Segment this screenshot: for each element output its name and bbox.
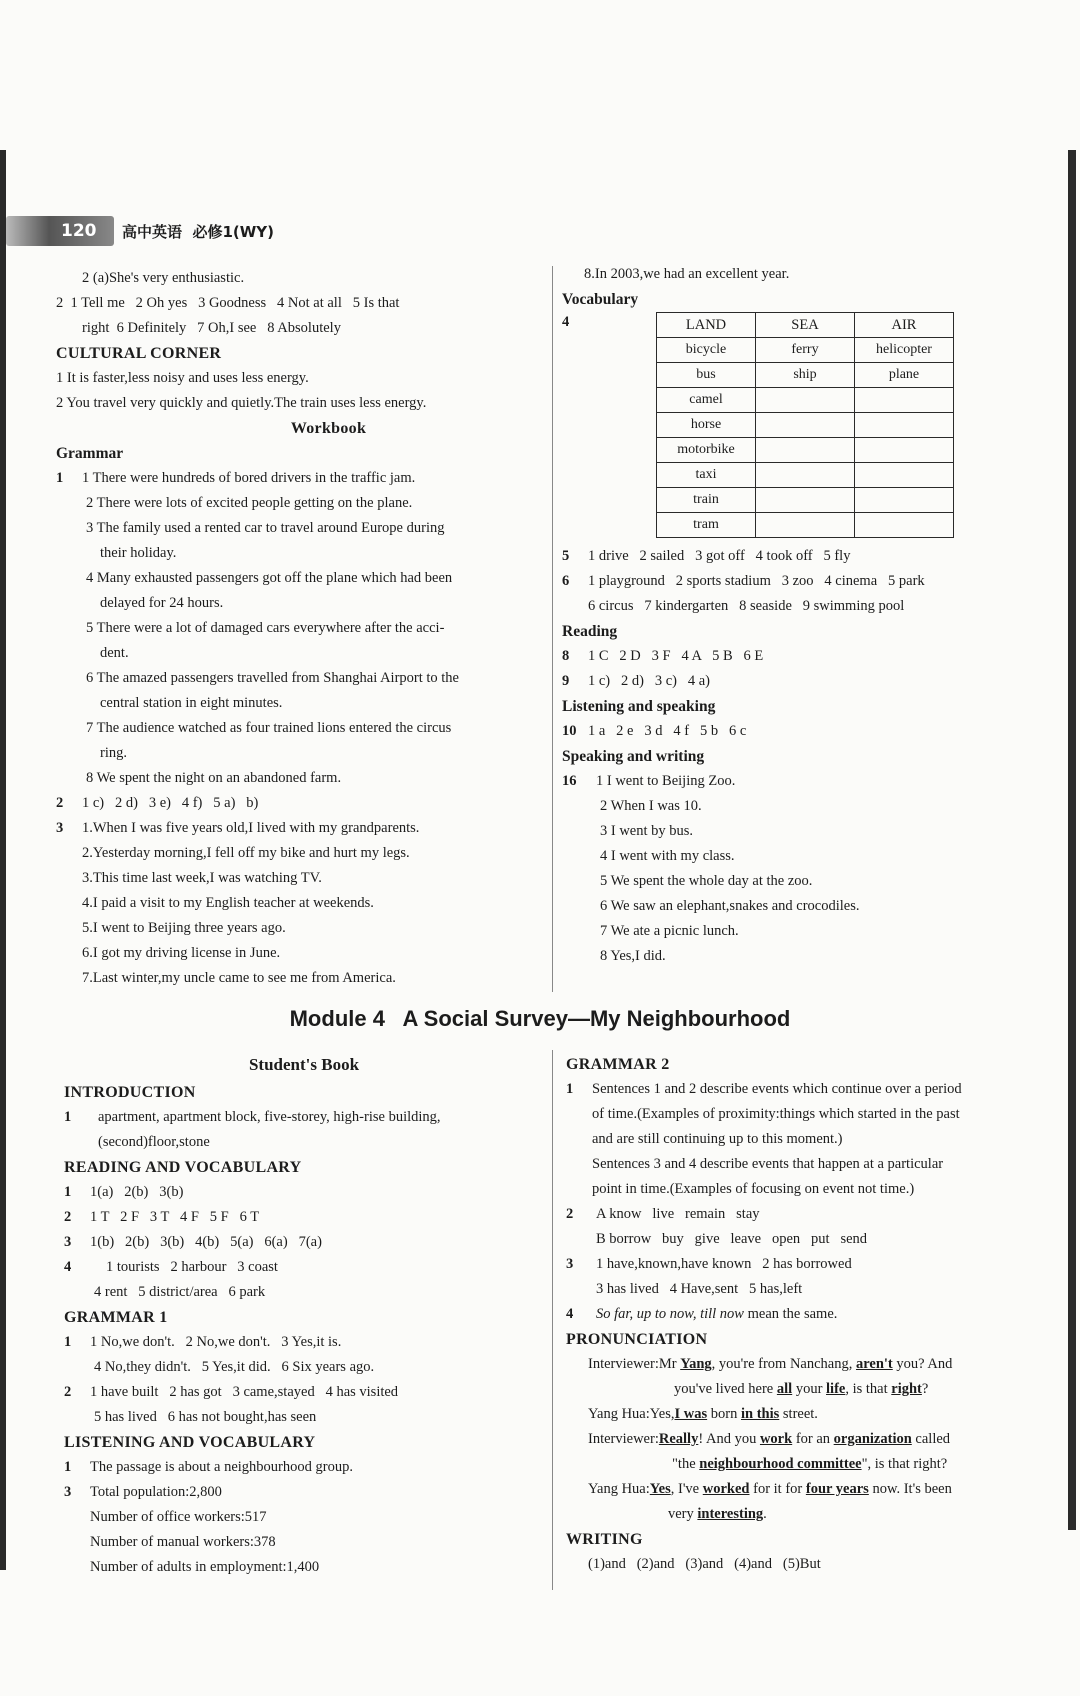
item-number: 9 [562,673,570,689]
right-edge-shadow [1068,150,1076,1530]
line: B borrow buy give leave open put send [596,1231,868,1247]
line: Sentences 1 and 2 describe events which continue over a period [592,1081,962,1097]
line: 1 C 2 D 3 F 4 A 5 B 6 E [588,648,764,664]
line: 1 playground 2 sports stadium 3 zoo 4 cinema 5 park [588,573,925,589]
line: (1)and (2)and (3)and (4)and (5)But [588,1556,821,1572]
page-number-badge [6,216,114,246]
rv-row [64,1255,544,1280]
table-cell: taxi [657,463,756,488]
line: ring. [100,745,127,761]
right-top-column [562,262,1062,969]
table-cell [756,463,855,488]
table-cell: camel [657,388,756,413]
line: 5 We spent the whole day at the zoo. [600,873,813,889]
line: 1 tourists 2 harbour 3 coast [106,1259,278,1275]
header-cell: LAND [657,313,756,338]
page-header [6,216,336,246]
reading-item-9 [562,669,1062,694]
text: ", is that right? [861,1456,948,1472]
transport-table [656,312,954,538]
line: 4 I went with my class. [600,848,735,864]
text: , is that [845,1381,892,1397]
line: 1 I went to Beijing Zoo. [596,773,736,789]
table-cell [855,438,954,463]
g2-item-2 [566,1202,1061,1227]
grammar-item-3 [56,816,541,841]
left-top-column [56,266,541,991]
book-title: 高中英语 必修1(WY) [122,223,275,241]
line: 3.This time last week,I was watching TV. [82,870,322,886]
line: 4 No,they didn't. 5 Yes,it did. 6 Six years ago. [94,1359,375,1375]
line: central station in eight minutes. [100,695,283,711]
speaking-item-16 [562,769,1062,794]
g2-item-3 [566,1252,1061,1277]
line: 1(b) 2(b) 3(b) 4(b) 5(a) 6(a) 7(a) [90,1234,322,1250]
item-number: 1 [64,1334,72,1350]
line: their holiday. [100,545,177,561]
vocabulary-heading: Vocabulary [562,291,639,308]
table-row [657,413,954,438]
text: called [911,1431,951,1447]
students-book-heading: Student's Book [248,1055,360,1074]
line: 1 It is faster,less noisy and uses less energy. [56,370,309,386]
table-row [657,363,954,388]
text: . [763,1506,767,1522]
line: 8.In 2003,we had an excellent year. [584,266,790,282]
rv-row [64,1230,544,1255]
stressed-word: Really [658,1431,699,1447]
item-number: 3 [64,1234,72,1250]
table-cell [756,388,855,413]
item-number: 4 [562,314,570,330]
grammar2-heading: GRAMMAR 2 [566,1056,670,1073]
line: 3 has lived 4 Have,sent 5 has,left [596,1281,803,1297]
grammar1-heading: GRAMMAR 1 [64,1309,168,1326]
line: 8 Yes,I did. [600,948,666,964]
line: 4.I paid a visit to my English teacher at weekends. [82,895,374,911]
lv-item-3 [64,1480,544,1505]
workbook-heading: Workbook [290,420,367,437]
stressed-word: worked [702,1481,750,1497]
table-cell [756,488,855,513]
pron-line [566,1477,1061,1502]
line: 5 There were a lot of damaged cars everywhere after the acci- [86,620,445,636]
pron-line [566,1402,1061,1427]
item-number: 2 [64,1384,72,1400]
column-divider-top [552,266,553,992]
italic-phrase: So far, up to now, till now [596,1306,744,1322]
table-cell: bus [657,363,756,388]
stressed-word: four years [805,1481,869,1497]
line: 5.I went to Beijing three years ago. [82,920,286,936]
item-number: 6 [562,573,570,589]
stressed-word: I was [674,1406,708,1422]
stressed-word: right [891,1381,922,1397]
line: 1 No,we don't. 2 No,we don't. 3 Yes,it is. [90,1334,342,1350]
line: 1 T 2 F 3 T 4 F 5 F 6 T [90,1209,260,1225]
item-number: 1 [64,1109,72,1125]
pron-line [566,1352,1061,1377]
line: Number of adults in employment:1,400 [90,1559,320,1575]
line: Number of office workers:517 [90,1509,267,1525]
stressed-word: aren't [855,1356,893,1372]
table-cell: helicopter [855,338,954,363]
line: 6 circus 7 kindergarten 8 seaside 9 swimming pool [588,598,905,614]
rv-row [64,1180,544,1205]
table-row [657,338,954,363]
stressed-word: all [776,1381,793,1397]
column-divider-bottom [552,1050,553,1590]
left-bottom-column [64,1052,544,1580]
table-cell: train [657,488,756,513]
line: 1 have built 2 has got 3 came,stayed 4 has visited [90,1384,399,1400]
line: 1.When I was five years old,I lived with my grandparents. [82,820,420,836]
item-number: 5 [562,548,570,564]
item-number: 2 [64,1209,72,1225]
line: 5 has lived 6 has not bought,has seen [94,1409,317,1425]
stressed-word: organization [833,1431,912,1447]
section-heading: CULTURAL CORNER [56,345,222,362]
right-bottom-column [566,1052,1061,1577]
text: ? [921,1381,929,1397]
writing-heading: WRITING [566,1531,643,1548]
table-row [657,513,954,538]
vocab-item-6 [562,569,1062,594]
line: 1 a 2 e 3 d 4 f 5 b 6 c [588,723,747,739]
line: Number of manual workers:378 [90,1534,276,1550]
item-number: 1 [566,1081,574,1097]
line: The passage is about a neighbourhood group. [90,1459,353,1475]
table-cell [756,438,855,463]
item-number: 3 [64,1484,72,1500]
pron-line [566,1502,1061,1527]
table-cell: ferry [756,338,855,363]
line: apartment, apartment block, five-storey, high-rise building, [98,1109,441,1125]
stressed-word: neighbourhood committee [699,1456,862,1472]
line: 6 We saw an elephant,snakes and crocodiles. [600,898,860,914]
line: 6 The amazed passengers travelled from Shanghai Airport to the [86,670,459,686]
line: point in time.(Examples of focusing on event not time.) [592,1181,915,1197]
line: 2 There were lots of excited people getting on the plane. [86,495,413,511]
table-row [657,488,954,513]
pronunciation-heading: PRONUNCIATION [566,1331,708,1348]
g2-item-1 [566,1077,1061,1102]
table-cell: horse [657,413,756,438]
lv-item-1 [64,1455,544,1480]
grammar-heading: Grammar [56,445,124,462]
line: 3 The family used a rented car to travel around Europe during [86,520,445,536]
vocab-item-5 [562,544,1062,569]
line: Total population:2,800 [90,1484,222,1500]
line: 1 c) 2 d) 3 c) 4 a) [588,673,710,689]
line: 2 (a)She's very enthusiastic. [82,270,245,286]
text: for it for [749,1481,806,1497]
text: , I've [670,1481,703,1497]
item-number: 16 [562,773,577,789]
stressed-word: interesting [697,1506,764,1522]
line: 6.I got my driving license in June. [82,945,281,961]
line: 1 have,known,have known 2 has borrowed [596,1256,852,1272]
table-cell: tram [657,513,756,538]
line: 8 We spent the night on an abandoned farm. [86,770,342,786]
line: 7 We ate a picnic lunch. [600,923,739,939]
gr1-item-1 [64,1330,544,1355]
listening-vocab-heading: LISTENING AND VOCABULARY [64,1434,316,1451]
item-number: 10 [562,723,577,739]
grammar-item-1 [56,466,541,491]
table-cell [855,513,954,538]
table-cell [756,413,855,438]
line: dent. [100,645,129,661]
item-number: 3 [56,820,64,836]
line: 4 Many exhausted passengers got off the plane which had been [86,570,453,586]
line: 1 There were hundreds of bored drivers in the traffic jam. [82,470,416,486]
text: ! And you [698,1431,760,1447]
line: 4 rent 5 district/area 6 park [94,1284,266,1300]
line: (second)floor,stone [98,1134,210,1150]
text: you? And [892,1356,953,1372]
pron-line [566,1427,1061,1452]
line: 1 drive 2 sailed 3 got off 4 took off 5 fly [588,548,851,564]
item-number: 1 [64,1184,72,1200]
table-header-row [657,313,954,338]
line: delayed for 24 hours. [100,595,224,611]
stressed-word: in this [740,1406,780,1422]
text: Interviewer: [588,1431,659,1447]
table-cell: motorbike [657,438,756,463]
listening-heading: Listening and speaking [562,698,716,715]
line: A know live remain stay [596,1206,760,1222]
line: 1 c) 2 d) 3 e) 4 f) 5 a) b) [82,795,259,811]
rv-row [64,1205,544,1230]
text: "the [672,1456,700,1472]
g2-item-4 [566,1302,1061,1327]
left-edge-shadow [0,150,6,1570]
reading-item-8 [562,644,1062,669]
table-cell [855,488,954,513]
pron-line [566,1452,1061,1477]
table-row [657,438,954,463]
item-number: 3 [566,1256,574,1272]
stressed-word: work [759,1431,793,1447]
pron-line [566,1377,1061,1402]
reading-vocab-heading: READING AND VOCABULARY [64,1159,302,1176]
text: you've lived here [674,1381,777,1397]
text: Yang Hua:Yes, [588,1406,675,1422]
listening-item-10 [562,719,1062,744]
text: your [792,1381,827,1397]
item-number: 1 [64,1459,72,1475]
text: Yang Hua: [588,1481,650,1497]
reading-heading: Reading [562,623,618,640]
header-cell: AIR [855,313,954,338]
stressed-word: Yes [649,1481,671,1497]
item-number: 2 [56,795,64,811]
item-number: 4 [566,1306,574,1322]
table-cell: bicycle [657,338,756,363]
table-cell: ship [756,363,855,388]
line: 2 1 Tell me 2 Oh yes 3 Goodness 4 Not at all 5 Is that [56,295,400,311]
text: very [668,1506,698,1522]
table-cell [756,513,855,538]
text: for an [792,1431,834,1447]
vocab-item-4 [562,312,1062,544]
module-title: Module 4 A Social Survey—My Neighbourhood [289,1006,791,1031]
line: mean the same. [743,1306,838,1322]
line: 7.Last winter,my uncle came to see me from America. [82,970,396,986]
line: and are still continuing up to this moment.) [592,1131,843,1147]
line: 7 The audience watched as four trained lions entered the circus [86,720,452,736]
item-number: 2 [566,1206,574,1222]
text: Interviewer:Mr [588,1356,681,1372]
line: 1(a) 2(b) 3(b) [90,1184,184,1200]
gr1-item-2 [64,1380,544,1405]
table-row [657,388,954,413]
item-number: 4 [64,1259,72,1275]
line: 2 You travel very quickly and quietly.The train uses less energy. [56,395,427,411]
line: 3 I went by bus. [600,823,694,839]
line: of time.(Examples of proximity:things which started in the past [592,1106,960,1122]
table-cell: plane [855,363,954,388]
table-cell [855,388,954,413]
table-cell [855,463,954,488]
speaking-heading: Speaking and writing [562,748,705,765]
grammar-item-2 [56,791,541,816]
line: 2 When I was 10. [600,798,702,814]
header-cell: SEA [756,313,855,338]
table-row [657,463,954,488]
table-cell [855,413,954,438]
text: , you're from Nanchang, [711,1356,856,1372]
stressed-word: Yang [680,1356,712,1372]
intro-item-1 [64,1105,544,1130]
line: right 6 Definitely 7 Oh,I see 8 Absolutely [82,320,341,336]
text: street. [779,1406,818,1422]
stressed-word: life [826,1381,846,1397]
line: Sentences 3 and 4 describe events that happen at a particular [592,1156,944,1172]
item-number: 1 [56,470,64,486]
line: 2.Yesterday morning,I fell off my bike and hurt my legs. [82,845,410,861]
text: born [707,1406,741,1422]
item-number: 8 [562,648,570,664]
introduction-heading: INTRODUCTION [64,1084,196,1101]
text: now. It's been [868,1481,952,1497]
page-number: 120 [61,221,97,241]
